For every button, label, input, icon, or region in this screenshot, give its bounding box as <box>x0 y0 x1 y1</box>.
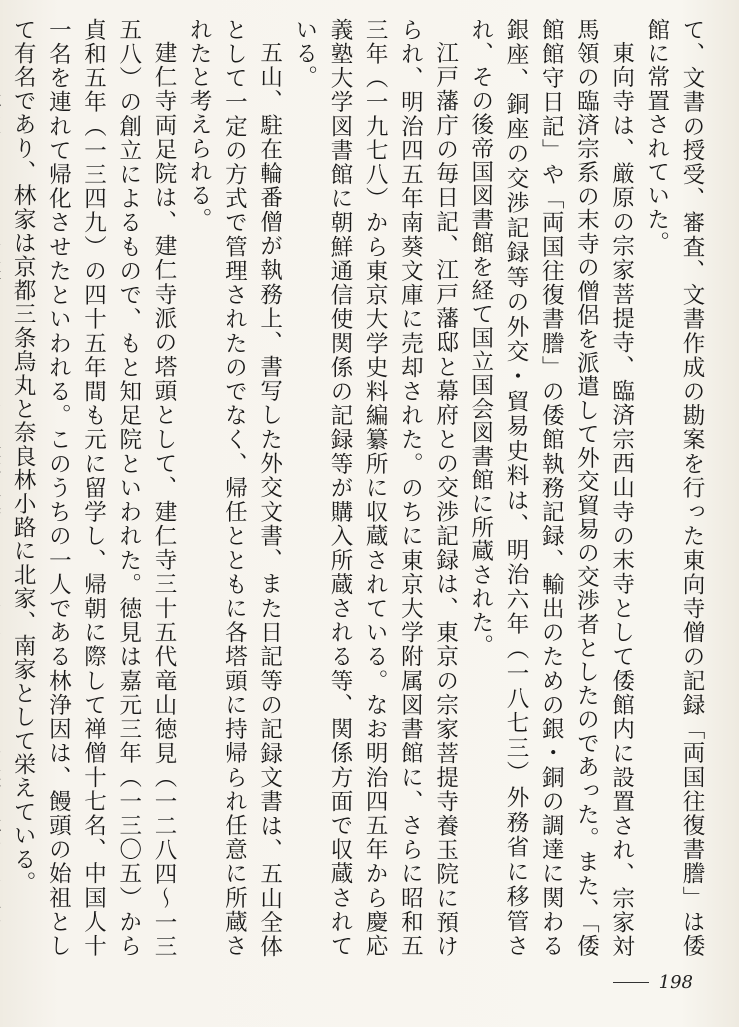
paragraph-3: 江戸藩庁の毎日記、江戸藩邸と幕府との交渉記録は、東京の宗家菩提寺養玉院に預けられ、明治四五年南葵文庫に売却された。のちに東京大学附属図書館に、さらに昭和五三年（一九七八）から東京大学史料編纂所に収蔵されている。なお明治四五年から慶応義塾大学図書館に朝鮮通信使関係の記録等が購入所蔵される等、関係方面で収蔵されている。 <box>291 18 459 958</box>
footer-rule <box>613 982 649 983</box>
paragraph-4: 五山、駐在輪番僧が執務上、書写した外交文書、また日記等の記録文書は、五山全体として一定の方式で管理されたのでなく、帰任とともに各塔頭に持帰られ任意に所蔵されたと考えられる。 <box>186 18 283 958</box>
paragraph-6-text <box>0 18 1 958</box>
page-number: 198 <box>658 972 693 993</box>
paragraph-5: 建仁寺両足院は、建仁寺派の塔頭として、建仁寺三十五代竜山徳見（一二八四〜一三五八）の創立によるもので、もと知足院といわれた。徳見は嘉元三年（一三〇五）から貞和五年（一三四九）の四十五年間も元に留学し、帰朝に際して禅僧十七名、中国人十一名を連れて帰化させたといわれる。このうちの一人である林浄因は、饅頭の始祖として有名であり、林家は京都三条烏丸と奈良林小路に北家、南家として栄えている。 <box>10 18 177 958</box>
paragraph-2: 東向寺は、厳原の宗家菩提寺、臨済宗西山寺の末寺として倭館内に設置され、宗家対馬領の臨済宗系の末寺の僧侶を派遣して外交貿易の交渉者としたのであった。また、「倭館館守日記」や「両国往復書謄」の倭館執務記録、輸出のための銀・銅の調達に関わる銀座、銅座の交渉記録等の外交・貿易史料は、明治六年（一八七三）外務省に移管され、その後帝国図書館を経て国立国会図書館に所蔵された。 <box>467 18 635 958</box>
paragraph-6 <box>0 18 5 958</box>
vertical-text-body <box>10 18 709 958</box>
page-footer <box>613 972 693 993</box>
paragraph-1: て、文書の授受、審査、文書作成の勘案を行った東向寺僧の記録「両国往復書謄」は倭館に常置されていた。 <box>643 18 705 958</box>
